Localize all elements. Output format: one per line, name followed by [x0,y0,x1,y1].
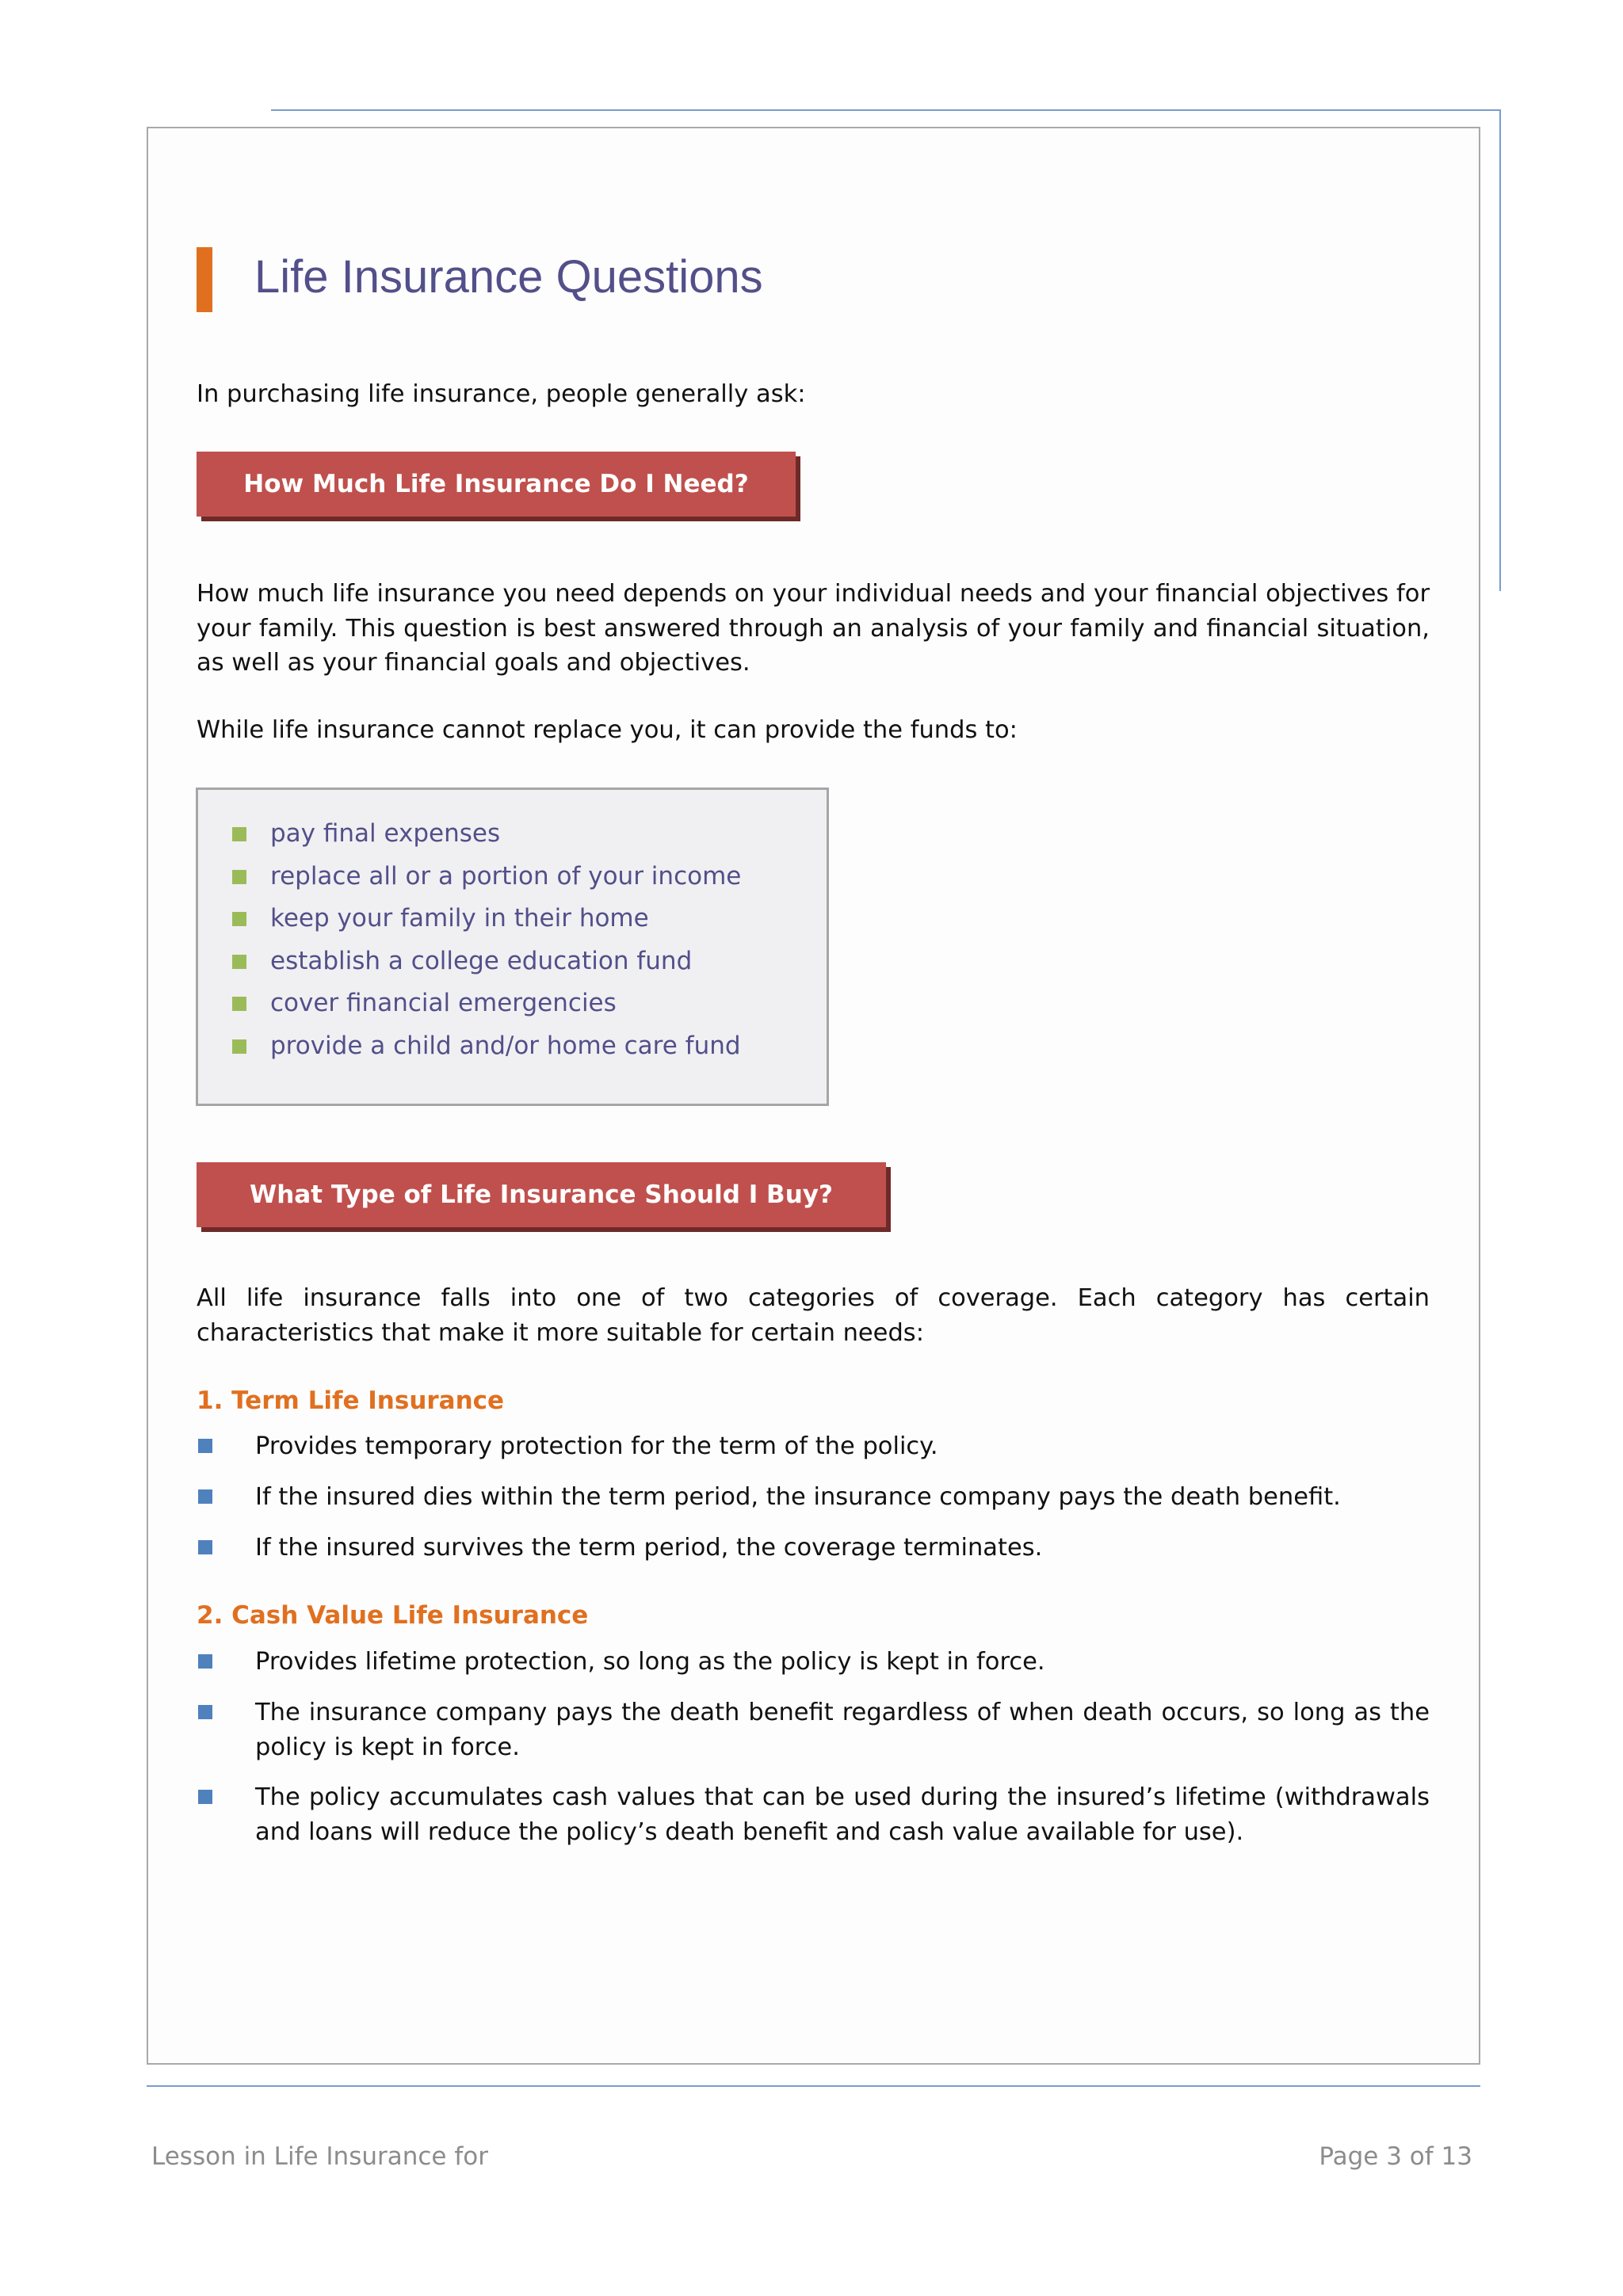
list-item: keep your family in their home [232,898,741,940]
square-bullet-icon [198,1790,212,1804]
square-bullet-icon [232,870,246,884]
cash-value-bullet-1: Provides lifetime protection, so long as the policy is kept in force. [255,1648,1045,1676]
funds-list-box [196,788,829,1106]
term-life-heading: 1. Term Life Insurance [197,1386,505,1415]
square-bullet-icon [198,1540,212,1554]
cash-value-bullet-3: The policy accumulates cash values that can be used during the insured’s lifetime (withdrawals and loans will reduce the policy’s death benefit and cash value available for use). [255,1783,1430,1846]
square-bullet-icon [198,1705,212,1719]
page-number: Page 3 of 13 [1319,2142,1472,2171]
intro-text: In purchasing life insurance, people generally ask: [197,380,806,408]
square-bullet-icon [198,1654,212,1669]
cash-value-heading: 2. Cash Value Life Insurance [197,1601,589,1630]
question-how-much-banner: How Much Life Insurance Do I Need? [197,452,796,517]
funds-lead-in: While life insurance cannot replace you, it can provide the funds to: [197,716,1018,744]
term-bullet-3: If the insured survives the term period, the coverage terminates. [255,1534,1043,1562]
square-bullet-icon [198,1489,212,1504]
square-bullet-icon [232,997,246,1011]
square-bullet-icon [232,827,246,841]
title-accent-bar [197,247,212,312]
term-bullet-2: If the insured dies within the term period, the insurance company pays the death benefit. [255,1483,1341,1511]
what-type-answer: All life insurance falls into one of two categories of coverage. Each category has certain characteristics that make it more suitable for certain needs: [197,1284,1430,1347]
list-item: pay final expenses [232,813,741,856]
square-bullet-icon [198,1439,212,1453]
decorative-top-rule [271,109,1499,111]
square-bullet-icon [232,955,246,969]
funds-list [232,813,741,1068]
term-bullet-1: Provides temporary protection for the term of the policy. [255,1432,938,1460]
decorative-right-rule [1499,109,1501,591]
list-item: cover financial emergencies [232,982,741,1025]
cash-value-bullet-2: The insurance company pays the death benefit regardless of when death occurs, so long as the policy is kept in force. [255,1699,1430,1761]
list-item: replace all or a portion of your income [232,856,741,898]
page-title: Life Insurance Questions [254,251,763,303]
footer-rule [147,2085,1480,2087]
square-bullet-icon [232,1039,246,1054]
square-bullet-icon [232,912,246,926]
list-item: provide a child and/or home care fund [232,1025,741,1068]
question-what-type-banner: What Type of Life Insurance Should I Buy? [197,1162,886,1227]
how-much-answer: How much life insurance you need depends on your individual needs and your financial objectives for your family. This question is best answered through an analysis of your family and financial situation, as well as your financial goals and objectives. [197,580,1430,677]
footer-lesson-title: Lesson in Life Insurance for [151,2142,488,2171]
list-item: establish a college education fund [232,940,741,983]
